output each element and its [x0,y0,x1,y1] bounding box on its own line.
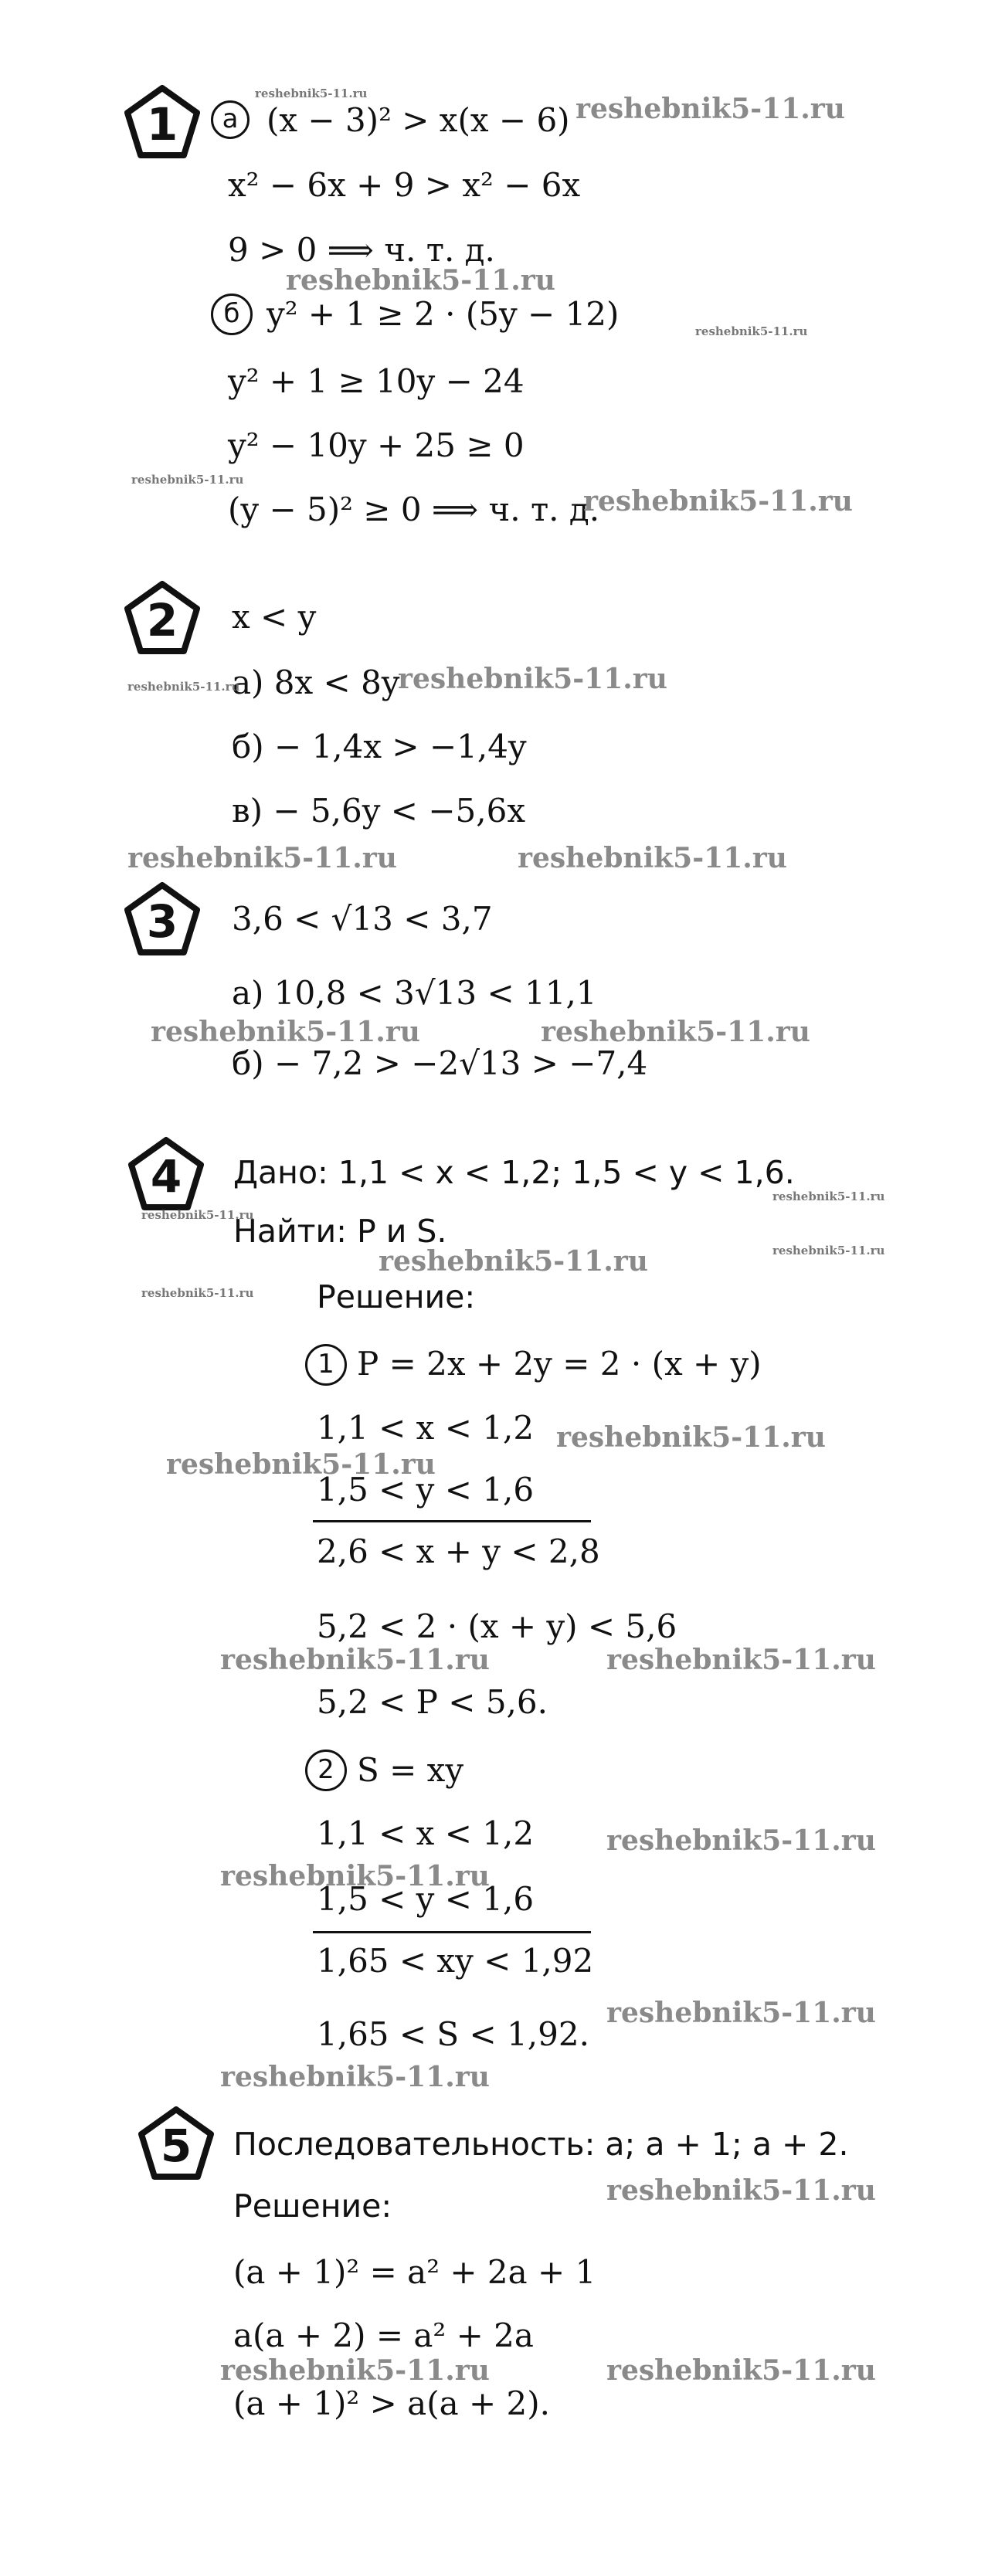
sum-divider-line [313,1520,591,1522]
task-2-number: 2 [146,594,178,647]
pentagon-icon [124,579,201,657]
watermark: reshebnik5-11.ru [541,1016,810,1048]
task-2-line-2: а) 8x < 8y [232,664,400,701]
watermark: reshebnik5-11.ru [220,2061,490,2093]
task-4-part-2-label: 2 [317,1754,334,1785]
task-4-p1-line-3: 1,5 < y < 1,6 [317,1471,535,1509]
task-5-sequence: Последовательность: a; a + 1; a + 2. [233,2126,849,2163]
task-2-line-3: б) − 1,4x > −1,4y [232,728,527,765]
task-5-badge [138,2105,215,2182]
task-4-part-1-label: 1 [317,1349,334,1380]
task-2-line-4: в) − 5,6y < −5,6x [232,792,526,830]
task-1-badge [124,83,201,161]
task-3-line-1: 3,6 < √13 < 3,7 [232,900,493,938]
task-3-number: 3 [146,895,178,948]
watermark: reshebnik5-11.ru [606,2174,876,2207]
pentagon-icon [124,83,201,161]
task-1-b-label: б [223,298,240,329]
task-4-p2-line-4: 1,65 < xy < 1,92 [317,1942,594,1980]
watermark: reshebnik5-11.ru [556,1421,826,1454]
task-1-a-line-3: 9 > 0 ⟹ ч. т. д. [228,231,495,269]
task-5-line-1: (a + 1)² = a² + 2a + 1 [233,2253,596,2291]
task-4-p2-line-1: S = xy [357,1751,464,1789]
watermark: reshebnik5-11.ru [772,1190,885,1203]
task-1-a-circle [211,100,250,139]
task-5-line-3: (a + 1)² > a(a + 2). [233,2384,550,2422]
task-4-p1-line-6: 5,2 < P < 5,6. [317,1683,548,1721]
task-5-solution-heading: Решение: [233,2187,392,2225]
watermark: reshebnik5-11.ru [255,87,368,100]
watermark: reshebnik5-11.ru [583,485,853,518]
watermark: reshebnik5-11.ru [127,842,397,874]
task-2-badge [124,579,201,657]
task-1-b-line-3: y² − 10y + 25 ≥ 0 [228,426,525,464]
task-4-p1-line-5: 5,2 < 2 · (x + y) < 5,6 [317,1607,677,1645]
task-4-find: Найти: P и S. [233,1213,447,1250]
task-4-given: Дано: 1,1 < x < 1,2; 1,5 < y < 1,6. [233,1154,795,1191]
watermark: reshebnik5-11.ru [166,1448,436,1481]
watermark: reshebnik5-11.ru [398,663,667,695]
watermark: reshebnik5-11.ru [220,1860,490,1892]
task-1-a-line-2: x² − 6x + 9 > x² − 6x [228,166,581,204]
watermark: reshebnik5-11.ru [220,2354,490,2387]
task-1-b-circle [211,294,253,335]
watermark: reshebnik5-11.ru [606,2354,876,2387]
watermark: reshebnik5-11.ru [220,1644,490,1676]
task-1-a-line-1: (x − 3)² > x(x − 6) [267,101,570,139]
pentagon-icon [138,2105,215,2182]
task-3-line-2: а) 10,8 < 3√13 < 11,1 [232,974,597,1012]
watermark: reshebnik5-11.ru [127,680,240,694]
watermark: reshebnik5-11.ru [379,1245,648,1278]
task-4-p2-line-2: 1,1 < x < 1,2 [317,1814,535,1852]
task-4-badge [127,1135,205,1213]
task-1-a-label: а [222,104,239,134]
task-2-line-1: x < y [232,598,317,636]
task-5-line-2: a(a + 2) = a² + 2a [233,2316,534,2354]
watermark: reshebnik5-11.ru [286,264,555,297]
task-1-b-line-4: (y − 5)² ≥ 0 ⟹ ч. т. д. [228,490,600,528]
task-3-badge [124,881,201,958]
pentagon-icon [127,1135,205,1213]
product-divider-line [313,1931,591,1933]
task-3-line-3: б) − 7,2 > −2√13 > −7,4 [232,1044,648,1082]
task-4-solution-heading: Решение: [317,1278,476,1315]
pentagon-icon [124,881,201,958]
task-4-part-2-circle [305,1750,347,1791]
task-4-p1-line-4: 2,6 < x + y < 2,8 [317,1532,600,1570]
watermark: reshebnik5-11.ru [518,842,787,874]
task-4-p2-line-5: 1,65 < S < 1,92. [317,2015,589,2053]
task-1-b-line-1: y² + 1 ≥ 2 · (5y − 12) [267,295,620,333]
watermark: reshebnik5-11.ru [695,324,808,338]
watermark: reshebnik5-11.ru [772,1244,885,1257]
task-4-part-1-circle [305,1344,347,1386]
watermark: reshebnik5-11.ru [151,1016,420,1048]
task-1-b-line-2: y² + 1 ≥ 10y − 24 [228,362,525,400]
watermark: reshebnik5-11.ru [575,93,845,125]
watermark: reshebnik5-11.ru [141,1208,254,1222]
task-4-number: 4 [150,1150,182,1203]
watermark: reshebnik5-11.ru [131,473,244,487]
watermark: reshebnik5-11.ru [606,1824,876,1857]
task-1-number: 1 [146,98,178,151]
task-4-p1-line-1: P = 2x + 2y = 2 · (x + y) [357,1345,762,1383]
task-5-number: 5 [160,2120,192,2172]
watermark: reshebnik5-11.ru [606,1644,876,1676]
watermark: reshebnik5-11.ru [606,1997,876,2029]
task-4-p1-line-2: 1,1 < x < 1,2 [317,1409,535,1447]
watermark: reshebnik5-11.ru [141,1286,254,1300]
task-4-p2-line-3: 1,5 < y < 1,6 [317,1880,535,1918]
